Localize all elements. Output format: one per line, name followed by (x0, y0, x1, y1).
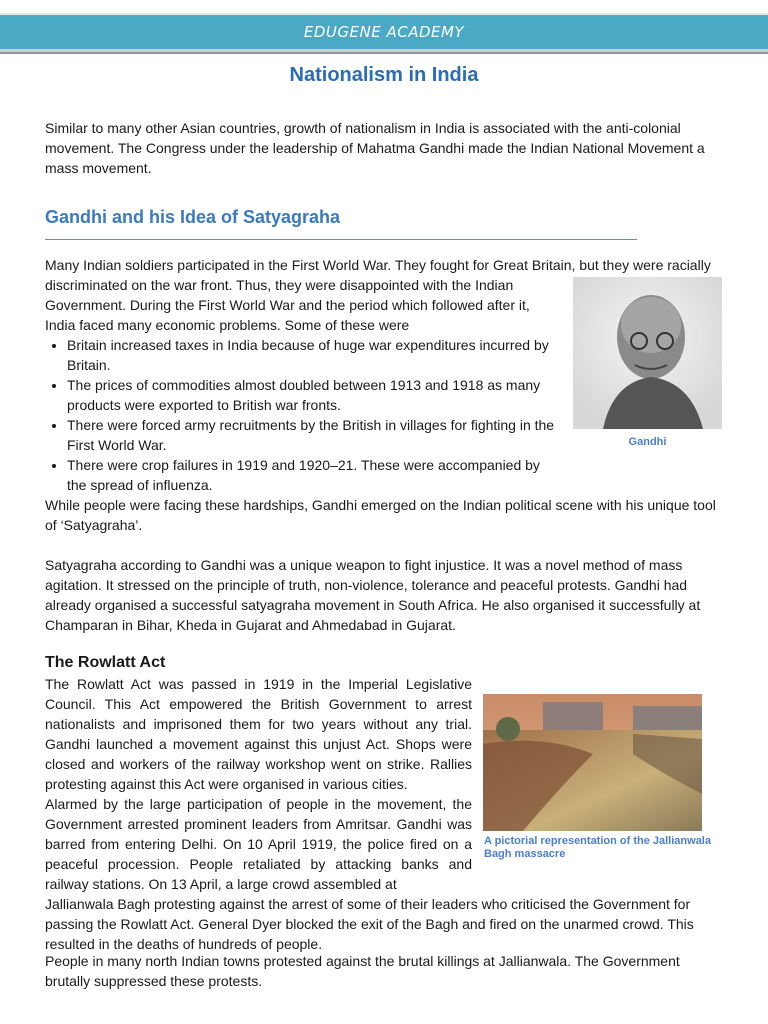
rowlatt-paragraph-2-cont: Jallianwala Bagh protesting against the arrest of some of their leaders who criticised the Government for passing the Rowlatt Act. General Dyer blocked the exit of the Bagh and fired on the unarmed crowd. This resulted in the deaths of hundreds of people. (45, 896, 694, 952)
massacre-caption: A pictorial representation of the Jallianwala Bagh massacre (484, 835, 711, 860)
jallianwala-bagh-painting-image (483, 694, 702, 831)
paragraph: Satyagraha according to Gandhi was a unique weapon to fight injustice. It was a novel method of mass agitation. It stressed on the principle of truth, non-violence, tolerance and peaceful protests. Gandhi had already organised a successful satyagraha movement in South Africa. He also organised it successfully at Champaran in Bihar, Kheda in Gujarat and Ahmedabad in Gujarat. (45, 557, 701, 633)
academy-banner: EDUGENE ACADEMY (0, 13, 768, 52)
list-item: • There were forced army recruitments by the British in villages for fighting in the First World War. (67, 415, 725, 455)
rowlatt-paragraph-3: People in many north Indian towns protested against the brutal killings at Jallianwala. The Government brutally suppressed these protests. (45, 953, 680, 989)
gandhi-caption: Gandhi (628, 436, 667, 448)
list-item: • The prices of commodities almost doubled between 1913 and 1918 as many products were exported to British war fronts. (67, 375, 725, 415)
rowlatt-paragraph-1: The Rowlatt Act was passed in 1919 in the Imperial Legislative Council. This Act empowered the British Government to arrest nationalists and imprisoned them for two years without any trial. Gandhi launched a movement against this unjust Act. Shops were closed and workers of the railway workshop went on strike. Rallies protesting against this Act were organised in various cities. (45, 676, 472, 792)
section-heading-satyagraha: Gandhi and his Idea of Satyagraha (45, 207, 341, 227)
paragraph: Many Indian soldiers participated in the First World War. They fought for Great Britain, but they were racially discriminated on the war front. Thus, they were disappointed with the Indian Government. During the First World War and the period which followed after it, India faced many economic problems. Some of these were (45, 257, 711, 333)
heading-divider (45, 239, 637, 240)
list-item: • Britain increased taxes in India because of huge war expenditures incurred by Britain. (67, 335, 725, 375)
gandhi-portrait-image (573, 277, 722, 429)
paragraph: While people were facing these hardships, Gandhi emerged on the Indian political scene with his unique tool of ‘Satyagraha’. (45, 497, 716, 533)
page-title: Nationalism in India (289, 64, 479, 86)
intro-paragraph: Similar to many other Asian countries, growth of nationalism in India is associated with the anti-colonial movement. The Congress under the leadership of Mahatma Gandhi made the Indian National Movement a mass movement. (45, 120, 705, 176)
section-heading-rowlatt: The Rowlatt Act (45, 654, 166, 671)
list-item: • There were crop failures in 1919 and 1920–21. These were accompanied by the spread of influenza. (67, 455, 725, 495)
rowlatt-paragraph-2: Alarmed by the large participation of people in the movement, the Government arrested prominent leaders from Amritsar. Gandhi was barred from entering Delhi. On 10 April 1919, the police fired on a peaceful procession. People retaliated by attacking banks and railway stations. On 13 April, a large crowd assembled at (45, 796, 472, 892)
